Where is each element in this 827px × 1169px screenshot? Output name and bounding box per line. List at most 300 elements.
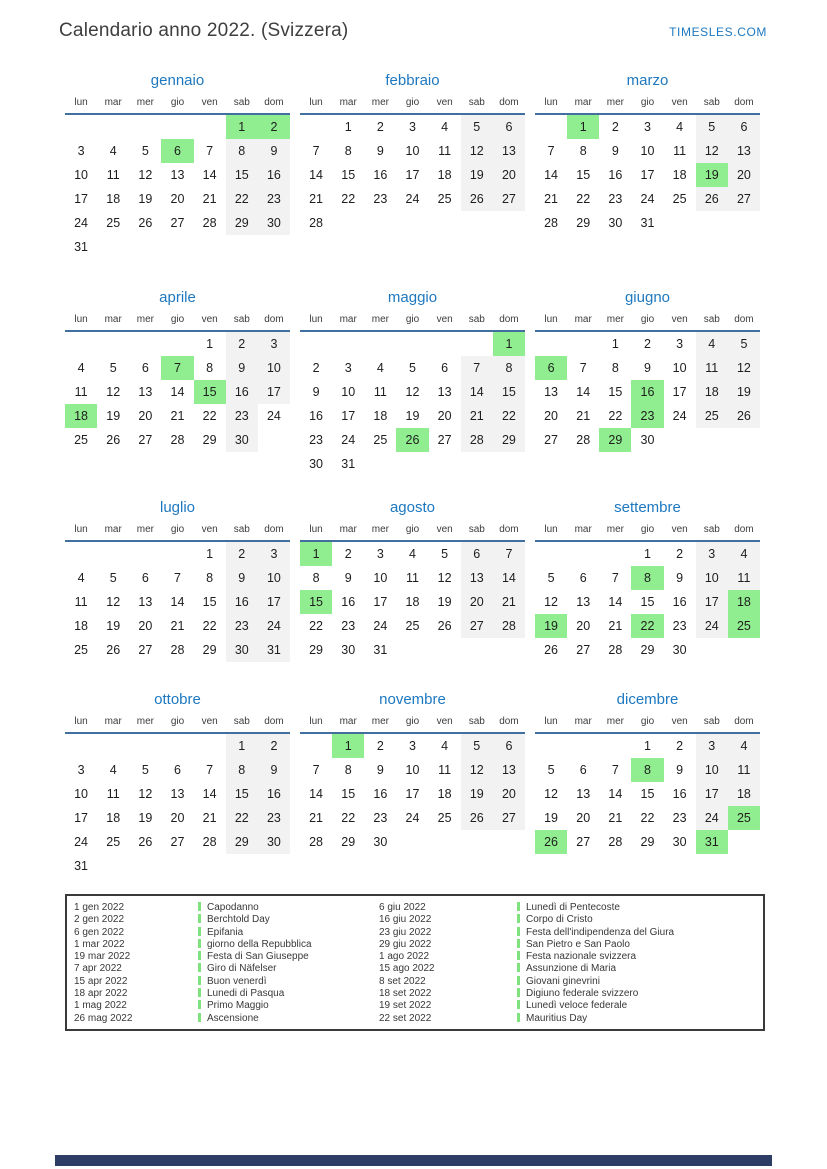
holiday-name: Assunzione di Maria bbox=[526, 963, 617, 975]
day-cell: 4 bbox=[441, 120, 449, 134]
weekday-label: ven bbox=[194, 95, 226, 114]
day-cell bbox=[129, 733, 161, 758]
month-table bbox=[65, 312, 290, 452]
day-cell: 14 bbox=[170, 385, 185, 399]
day-cell: 21 bbox=[170, 619, 185, 633]
day-cell: 11 bbox=[406, 571, 419, 585]
day-cell: 8 bbox=[631, 758, 663, 782]
day-cell: 8 bbox=[493, 356, 525, 380]
day-cell: 22 bbox=[576, 192, 591, 206]
day-cell: 19 bbox=[535, 614, 567, 638]
day-cell: 3 bbox=[258, 331, 290, 356]
day-cell: 6 bbox=[461, 541, 493, 566]
day-cell bbox=[461, 830, 493, 854]
day-cell: 22 bbox=[631, 614, 663, 638]
holiday-name: giorno della Repubblica bbox=[207, 938, 312, 950]
weekday-label: gio bbox=[631, 714, 663, 733]
day-cell: 26 bbox=[106, 643, 121, 657]
day-cell: 28 bbox=[170, 433, 185, 447]
day-cell: 20 bbox=[461, 590, 493, 614]
day-cell: 2 bbox=[676, 739, 684, 753]
day-cell: 28 bbox=[202, 835, 217, 849]
day-cell: 10 bbox=[373, 571, 388, 585]
weekday-label: gio bbox=[631, 95, 663, 114]
weekday-label: mar bbox=[97, 714, 129, 733]
holiday-entry bbox=[198, 1000, 379, 1012]
day-cell: 26 bbox=[138, 835, 153, 849]
month-title: aprile bbox=[159, 289, 196, 306]
holiday-date: 19 set 2022 bbox=[379, 1000, 432, 1012]
day-cell: 19 bbox=[461, 782, 493, 806]
day-cell bbox=[97, 114, 129, 139]
weekday-label: mar bbox=[332, 312, 364, 331]
day-cell: 4 bbox=[728, 733, 760, 758]
weekday-label: gio bbox=[396, 522, 428, 541]
weekday-label: dom bbox=[728, 522, 760, 541]
day-cell: 8 bbox=[344, 144, 352, 158]
day-cell: 26 bbox=[396, 428, 428, 452]
day-cell: 10 bbox=[405, 144, 420, 158]
day-cell bbox=[161, 331, 193, 356]
day-cell: 18 bbox=[106, 811, 121, 825]
day-cell: 6 bbox=[174, 763, 181, 777]
day-cell: 27 bbox=[461, 614, 493, 638]
day-cell: 3 bbox=[409, 120, 416, 134]
day-cell: 18 bbox=[405, 595, 420, 609]
month-table bbox=[300, 312, 525, 476]
day-cell: 16 bbox=[631, 380, 663, 404]
weekday-label: gio bbox=[631, 312, 663, 331]
page-title: Calendario anno 2022. (Svizzera) bbox=[59, 20, 349, 41]
holiday-marker-icon bbox=[198, 951, 201, 960]
holiday-date: 1 mag 2022 bbox=[74, 1000, 127, 1012]
weekday-label: ven bbox=[194, 714, 226, 733]
weekday-label: mar bbox=[97, 312, 129, 331]
day-cell: 18 bbox=[74, 619, 89, 633]
holiday-marker-icon bbox=[517, 988, 520, 997]
day-cell: 2 bbox=[644, 337, 651, 351]
day-cell: 19 bbox=[696, 163, 728, 187]
weekday-label: ven bbox=[429, 95, 461, 114]
day-cell: 3 bbox=[409, 739, 416, 753]
day-cell bbox=[97, 541, 129, 566]
day-cell: 26 bbox=[461, 806, 493, 830]
site-link[interactable]: TIMESLES.COM bbox=[669, 25, 767, 39]
day-cell bbox=[599, 733, 631, 758]
day-cell: 7 bbox=[312, 763, 320, 777]
day-cell: 17 bbox=[405, 787, 420, 801]
day-cell: 16 bbox=[672, 595, 687, 609]
day-cell: 15 bbox=[226, 163, 258, 187]
month-table bbox=[535, 95, 760, 235]
day-cell bbox=[535, 114, 567, 139]
month-block bbox=[535, 499, 760, 691]
day-cell: 20 bbox=[544, 409, 559, 423]
day-cell: 23 bbox=[672, 619, 687, 633]
day-cell: 31 bbox=[74, 859, 89, 873]
weekday-label: dom bbox=[728, 714, 760, 733]
day-cell: 28 bbox=[576, 433, 591, 447]
day-cell: 4 bbox=[109, 763, 117, 777]
day-cell: 16 bbox=[341, 595, 356, 609]
day-cell: 18 bbox=[65, 404, 97, 428]
day-cell: 1 bbox=[226, 114, 258, 139]
day-cell: 10 bbox=[258, 356, 290, 380]
day-cell: 29 bbox=[640, 835, 655, 849]
day-cell: 14 bbox=[461, 380, 493, 404]
weekday-label: gio bbox=[396, 95, 428, 114]
month-block bbox=[65, 72, 290, 289]
day-cell bbox=[567, 733, 599, 758]
day-cell: 12 bbox=[461, 139, 493, 163]
day-cell: 6 bbox=[441, 361, 449, 375]
holiday-marker-icon bbox=[198, 1013, 201, 1022]
day-cell: 10 bbox=[405, 763, 420, 777]
day-cell: 11 bbox=[728, 566, 760, 590]
day-cell bbox=[396, 638, 428, 662]
day-cell: 29 bbox=[640, 643, 655, 657]
month-title: giugno bbox=[624, 289, 671, 306]
day-cell: 15 bbox=[640, 787, 655, 801]
day-cell: 6 bbox=[141, 571, 149, 585]
day-cell: 25 bbox=[74, 433, 89, 447]
day-cell: 9 bbox=[611, 144, 619, 158]
day-cell: 23 bbox=[258, 187, 290, 211]
day-cell: 23 bbox=[309, 433, 324, 447]
weekday-label: sab bbox=[226, 714, 258, 733]
weekday-label: lun bbox=[535, 714, 567, 733]
day-cell: 27 bbox=[728, 187, 760, 211]
day-cell: 16 bbox=[373, 168, 388, 182]
day-cell: 5 bbox=[547, 763, 555, 777]
month-table bbox=[535, 522, 760, 662]
day-cell: 23 bbox=[226, 404, 258, 428]
weekday-label: dom bbox=[493, 312, 525, 331]
day-cell bbox=[429, 452, 461, 476]
day-cell bbox=[696, 638, 728, 662]
day-cell: 19 bbox=[405, 409, 420, 423]
day-cell: 12 bbox=[544, 787, 559, 801]
day-cell bbox=[300, 114, 332, 139]
day-cell bbox=[396, 331, 428, 356]
month-block bbox=[300, 691, 525, 878]
day-cell: 9 bbox=[644, 361, 651, 375]
month-table bbox=[65, 522, 290, 662]
day-cell bbox=[129, 854, 161, 878]
day-cell: 5 bbox=[696, 114, 728, 139]
weekday-label: gio bbox=[396, 714, 428, 733]
day-cell: 22 bbox=[202, 619, 217, 633]
day-cell: 25 bbox=[696, 404, 728, 428]
holiday-entry bbox=[198, 914, 379, 926]
day-cell bbox=[696, 428, 728, 452]
weekday-label: mer bbox=[129, 95, 161, 114]
day-cell: 21 bbox=[202, 811, 217, 825]
holiday-entry bbox=[198, 963, 379, 975]
holiday-marker-icon bbox=[517, 927, 520, 936]
day-cell: 21 bbox=[461, 404, 493, 428]
day-cell: 9 bbox=[676, 763, 684, 777]
month-block bbox=[65, 499, 290, 691]
day-cell: 12 bbox=[405, 385, 420, 399]
day-cell: 27 bbox=[544, 433, 559, 447]
holiday-entry bbox=[198, 902, 379, 914]
day-cell: 16 bbox=[226, 380, 258, 404]
day-cell: 24 bbox=[405, 192, 420, 206]
day-cell: 20 bbox=[576, 811, 591, 825]
day-cell bbox=[161, 854, 193, 878]
day-cell: 6 bbox=[535, 356, 567, 380]
day-cell: 1 bbox=[567, 114, 599, 139]
weekday-label: mer bbox=[129, 522, 161, 541]
day-cell: 3 bbox=[696, 541, 728, 566]
holiday-legend-grid bbox=[67, 896, 763, 1025]
weekday-label: mer bbox=[129, 714, 161, 733]
day-cell: 27 bbox=[493, 806, 525, 830]
day-cell: 27 bbox=[138, 433, 153, 447]
day-cell: 22 bbox=[493, 404, 525, 428]
month-title: gennaio bbox=[150, 72, 205, 89]
day-cell: 7 bbox=[312, 144, 320, 158]
day-cell: 18 bbox=[437, 787, 452, 801]
day-cell: 2 bbox=[676, 547, 684, 561]
weekday-label: ven bbox=[664, 714, 696, 733]
day-cell bbox=[728, 211, 760, 235]
day-cell bbox=[332, 211, 364, 235]
holiday-date: 18 set 2022 bbox=[379, 988, 432, 1000]
holiday-marker-icon bbox=[198, 1000, 201, 1009]
day-cell: 27 bbox=[437, 433, 452, 447]
day-cell: 21 bbox=[576, 409, 591, 423]
day-cell: 5 bbox=[461, 733, 493, 758]
weekday-label: mar bbox=[97, 522, 129, 541]
day-cell: 14 bbox=[202, 787, 217, 801]
day-cell bbox=[300, 733, 332, 758]
day-cell: 14 bbox=[309, 168, 324, 182]
day-cell: 13 bbox=[493, 758, 525, 782]
day-cell: 17 bbox=[640, 168, 655, 182]
day-cell: 8 bbox=[611, 361, 619, 375]
day-cell: 15 bbox=[576, 168, 591, 182]
day-cell: 9 bbox=[344, 571, 352, 585]
day-cell: 5 bbox=[441, 547, 449, 561]
day-cell: 8 bbox=[226, 139, 258, 163]
holiday-entry bbox=[517, 1013, 757, 1025]
day-cell bbox=[493, 830, 525, 854]
day-cell bbox=[129, 114, 161, 139]
day-cell: 5 bbox=[109, 571, 117, 585]
day-cell: 30 bbox=[309, 457, 324, 471]
weekday-label: sab bbox=[461, 312, 493, 331]
day-cell: 9 bbox=[312, 385, 320, 399]
holiday-name: Festa di San Giuseppe bbox=[207, 951, 309, 963]
day-cell: 22 bbox=[608, 409, 623, 423]
day-cell: 22 bbox=[341, 192, 356, 206]
day-cell: 4 bbox=[696, 331, 728, 356]
day-cell: 9 bbox=[676, 571, 684, 585]
holiday-marker-icon bbox=[198, 976, 201, 985]
weekday-label: mer bbox=[364, 312, 396, 331]
day-cell bbox=[664, 428, 696, 452]
day-cell: 13 bbox=[493, 139, 525, 163]
weekday-label: sab bbox=[696, 312, 728, 331]
weekday-label: lun bbox=[300, 312, 332, 331]
day-cell: 26 bbox=[437, 619, 452, 633]
day-cell: 18 bbox=[728, 782, 760, 806]
holiday-entry bbox=[198, 927, 379, 939]
day-cell bbox=[429, 331, 461, 356]
holiday-marker-icon bbox=[517, 1000, 520, 1009]
day-cell bbox=[396, 452, 428, 476]
day-cell: 16 bbox=[258, 782, 290, 806]
day-cell: 21 bbox=[309, 811, 324, 825]
weekday-label: ven bbox=[664, 95, 696, 114]
holiday-date: 15 ago 2022 bbox=[379, 963, 435, 975]
day-cell: 19 bbox=[728, 380, 760, 404]
day-cell: 10 bbox=[696, 758, 728, 782]
day-cell bbox=[429, 211, 461, 235]
day-cell: 26 bbox=[535, 830, 567, 854]
holiday-name: Festa dell'indipendenza del Giura bbox=[526, 926, 675, 938]
day-cell: 7 bbox=[174, 571, 181, 585]
day-cell: 23 bbox=[226, 614, 258, 638]
day-cell bbox=[97, 733, 129, 758]
day-cell: 2 bbox=[344, 547, 352, 561]
day-cell: 24 bbox=[74, 216, 89, 230]
weekday-label: ven bbox=[429, 714, 461, 733]
holiday-entry bbox=[517, 1000, 757, 1012]
day-cell bbox=[461, 452, 493, 476]
month-block bbox=[300, 72, 525, 289]
day-cell: 20 bbox=[138, 409, 153, 423]
day-cell bbox=[161, 114, 193, 139]
day-cell: 1 bbox=[206, 337, 214, 351]
weekday-label: mer bbox=[364, 714, 396, 733]
day-cell bbox=[664, 211, 696, 235]
day-cell: 28 bbox=[608, 643, 623, 657]
day-cell: 15 bbox=[300, 590, 332, 614]
day-cell: 6 bbox=[728, 114, 760, 139]
day-cell: 10 bbox=[74, 168, 89, 182]
day-cell: 11 bbox=[106, 168, 120, 182]
holiday-marker-icon bbox=[517, 914, 520, 923]
day-cell: 13 bbox=[170, 168, 185, 182]
day-cell: 29 bbox=[309, 643, 324, 657]
day-cell: 13 bbox=[170, 787, 185, 801]
day-cell bbox=[161, 733, 193, 758]
day-cell: 16 bbox=[608, 168, 623, 182]
day-cell: 31 bbox=[258, 638, 290, 662]
holiday-name: Epifania bbox=[207, 926, 244, 938]
day-cell: 12 bbox=[696, 139, 728, 163]
day-cell: 25 bbox=[728, 806, 760, 830]
month-block bbox=[535, 72, 760, 289]
day-cell bbox=[461, 211, 493, 235]
holiday-marker-icon bbox=[198, 939, 201, 948]
holiday-entry bbox=[198, 1013, 379, 1025]
holiday-date: 1 mar 2022 bbox=[74, 938, 125, 950]
month-block bbox=[300, 289, 525, 499]
day-cell: 13 bbox=[138, 385, 153, 399]
day-cell bbox=[65, 733, 97, 758]
day-cell: 11 bbox=[106, 787, 120, 801]
day-cell: 17 bbox=[74, 811, 89, 825]
day-cell: 4 bbox=[109, 144, 117, 158]
month-title: febbraio bbox=[385, 72, 440, 89]
holiday-marker-icon bbox=[198, 914, 201, 923]
holiday-entry bbox=[517, 988, 757, 1000]
day-cell: 17 bbox=[341, 409, 356, 423]
day-cell: 26 bbox=[696, 187, 728, 211]
month-title: marzo bbox=[626, 72, 669, 89]
day-cell bbox=[258, 235, 290, 259]
day-cell: 2 bbox=[226, 541, 258, 566]
day-cell: 3 bbox=[676, 337, 684, 351]
day-cell: 4 bbox=[441, 739, 449, 753]
holiday-entry bbox=[198, 976, 379, 988]
day-cell: 10 bbox=[640, 144, 655, 158]
day-cell: 19 bbox=[138, 811, 153, 825]
holiday-date: 6 giu 2022 bbox=[379, 902, 426, 913]
weekday-label: lun bbox=[535, 95, 567, 114]
day-cell: 15 bbox=[608, 385, 623, 399]
day-cell: 15 bbox=[226, 782, 258, 806]
day-cell: 23 bbox=[258, 806, 290, 830]
day-cell: 31 bbox=[696, 830, 728, 854]
weekday-label: sab bbox=[226, 312, 258, 331]
weekday-label: mar bbox=[567, 312, 599, 331]
holiday-name: Berchtold Day bbox=[207, 914, 270, 926]
day-cell: 23 bbox=[631, 404, 663, 428]
weekday-label: mar bbox=[332, 522, 364, 541]
day-cell: 30 bbox=[258, 830, 290, 854]
day-cell: 18 bbox=[106, 192, 121, 206]
day-cell: 1 bbox=[344, 120, 352, 134]
weekday-label: gio bbox=[631, 522, 663, 541]
holiday-date: 15 apr 2022 bbox=[74, 975, 128, 987]
day-cell: 23 bbox=[373, 192, 388, 206]
month-block bbox=[65, 691, 290, 878]
day-cell: 1 bbox=[493, 331, 525, 356]
weekday-label: lun bbox=[535, 312, 567, 331]
day-cell: 14 bbox=[608, 787, 623, 801]
day-cell: 8 bbox=[206, 571, 214, 585]
day-cell: 25 bbox=[672, 192, 687, 206]
day-cell bbox=[129, 541, 161, 566]
day-cell: 14 bbox=[544, 168, 559, 182]
day-cell: 25 bbox=[106, 216, 121, 230]
holiday-entry bbox=[517, 976, 757, 988]
day-cell: 9 bbox=[376, 144, 384, 158]
day-cell bbox=[567, 331, 599, 356]
day-cell: 6 bbox=[493, 114, 525, 139]
day-cell: 10 bbox=[672, 361, 687, 375]
day-cell bbox=[161, 541, 193, 566]
day-cell: 22 bbox=[226, 187, 258, 211]
day-cell: 8 bbox=[631, 566, 663, 590]
day-cell: 2 bbox=[611, 120, 619, 134]
day-cell: 5 bbox=[547, 571, 555, 585]
day-cell bbox=[535, 541, 567, 566]
weekday-label: mar bbox=[567, 95, 599, 114]
day-cell bbox=[728, 830, 760, 854]
day-cell bbox=[65, 331, 97, 356]
day-cell: 18 bbox=[696, 380, 728, 404]
holiday-entry bbox=[198, 988, 379, 1000]
weekday-label: mer bbox=[129, 312, 161, 331]
holiday-legend-box bbox=[65, 894, 765, 1031]
day-cell bbox=[226, 235, 258, 259]
